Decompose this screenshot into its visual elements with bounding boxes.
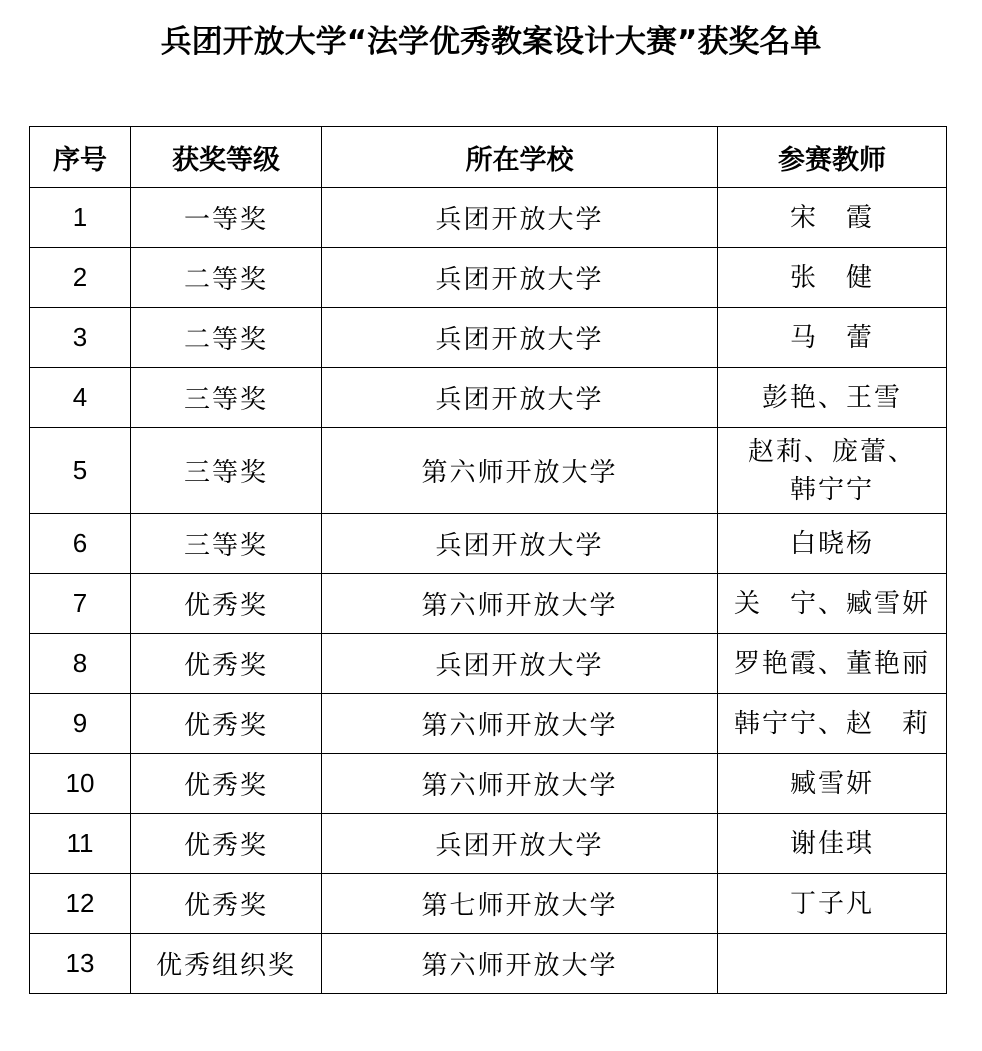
table-row: [30, 874, 947, 934]
table-row: [30, 634, 947, 694]
cell-school: 第六师开放大学: [322, 574, 718, 634]
cell-award-level: 二等奖: [131, 248, 322, 308]
cell-index: 13: [30, 934, 131, 994]
awards-table: [29, 126, 947, 994]
cell-index: 7: [30, 574, 131, 634]
cell-award-level: 优秀奖: [131, 694, 322, 754]
cell-award-level: 三等奖: [131, 514, 322, 574]
cell-teacher: 宋 霞: [718, 188, 947, 248]
cell-school: 第六师开放大学: [322, 694, 718, 754]
table-row: [30, 574, 947, 634]
table-row: [30, 754, 947, 814]
cell-teacher: 马 蕾: [718, 308, 947, 368]
cell-teacher: 韩宁宁、赵 莉: [718, 694, 947, 754]
cell-school: 第六师开放大学: [322, 934, 718, 994]
cell-award-level: 二等奖: [131, 308, 322, 368]
cell-teacher: 赵莉、庞蕾、 韩宁宁: [718, 428, 947, 514]
cell-school: 第七师开放大学: [322, 874, 718, 934]
cell-index: 12: [30, 874, 131, 934]
cell-index: 3: [30, 308, 131, 368]
table-row: [30, 308, 947, 368]
page-title: 兵团开放大学“法学优秀教案设计大赛”获奖名单: [160, 24, 822, 60]
table-row: [30, 368, 947, 428]
cell-index: 6: [30, 514, 131, 574]
cell-award-level: 优秀奖: [131, 754, 322, 814]
cell-teacher: 彭艳、王雪: [718, 368, 947, 428]
cell-school: 兵团开放大学: [322, 368, 718, 428]
cell-teacher: 臧雪妍: [718, 754, 947, 814]
cell-teacher: 张 健: [718, 248, 947, 308]
cell-school: 兵团开放大学: [322, 514, 718, 574]
cell-award-level: 一等奖: [131, 188, 322, 248]
cell-index: 2: [30, 248, 131, 308]
cell-index: 1: [30, 188, 131, 248]
cell-teacher: 丁子凡: [718, 874, 947, 934]
cell-award-level: 优秀奖: [131, 634, 322, 694]
header-award-level: 获奖等级: [131, 127, 322, 188]
cell-index: 4: [30, 368, 131, 428]
cell-school: 兵团开放大学: [322, 814, 718, 874]
cell-index: 5: [30, 428, 131, 514]
table-header-row: [30, 127, 947, 188]
cell-school: 兵团开放大学: [322, 308, 718, 368]
cell-index: 9: [30, 694, 131, 754]
table-row: [30, 248, 947, 308]
cell-teacher: 关 宁、臧雪妍: [718, 574, 947, 634]
table-row: [30, 934, 947, 994]
cell-award-level: 三等奖: [131, 368, 322, 428]
cell-award-level: 优秀组织奖: [131, 934, 322, 994]
table-row: [30, 188, 947, 248]
cell-school: 兵团开放大学: [322, 634, 718, 694]
table-row: [30, 694, 947, 754]
cell-school: 兵团开放大学: [322, 248, 718, 308]
cell-index: 10: [30, 754, 131, 814]
cell-index: 11: [30, 814, 131, 874]
cell-award-level: 优秀奖: [131, 574, 322, 634]
table-row: [30, 814, 947, 874]
cell-award-level: 优秀奖: [131, 874, 322, 934]
cell-teacher: [718, 934, 947, 994]
header-school: 所在学校: [322, 127, 718, 188]
cell-school: 兵团开放大学: [322, 188, 718, 248]
cell-teacher: 谢佳琪: [718, 814, 947, 874]
header-index: 序号: [30, 127, 131, 188]
cell-index: 8: [30, 634, 131, 694]
header-teacher: 参赛教师: [718, 127, 947, 188]
cell-award-level: 三等奖: [131, 428, 322, 514]
cell-school: 第六师开放大学: [322, 428, 718, 514]
cell-teacher: 白晓杨: [718, 514, 947, 574]
cell-award-level: 优秀奖: [131, 814, 322, 874]
cell-school: 第六师开放大学: [322, 754, 718, 814]
cell-teacher: 罗艳霞、董艳丽: [718, 634, 947, 694]
table-row: [30, 514, 947, 574]
table-row: [30, 428, 947, 514]
